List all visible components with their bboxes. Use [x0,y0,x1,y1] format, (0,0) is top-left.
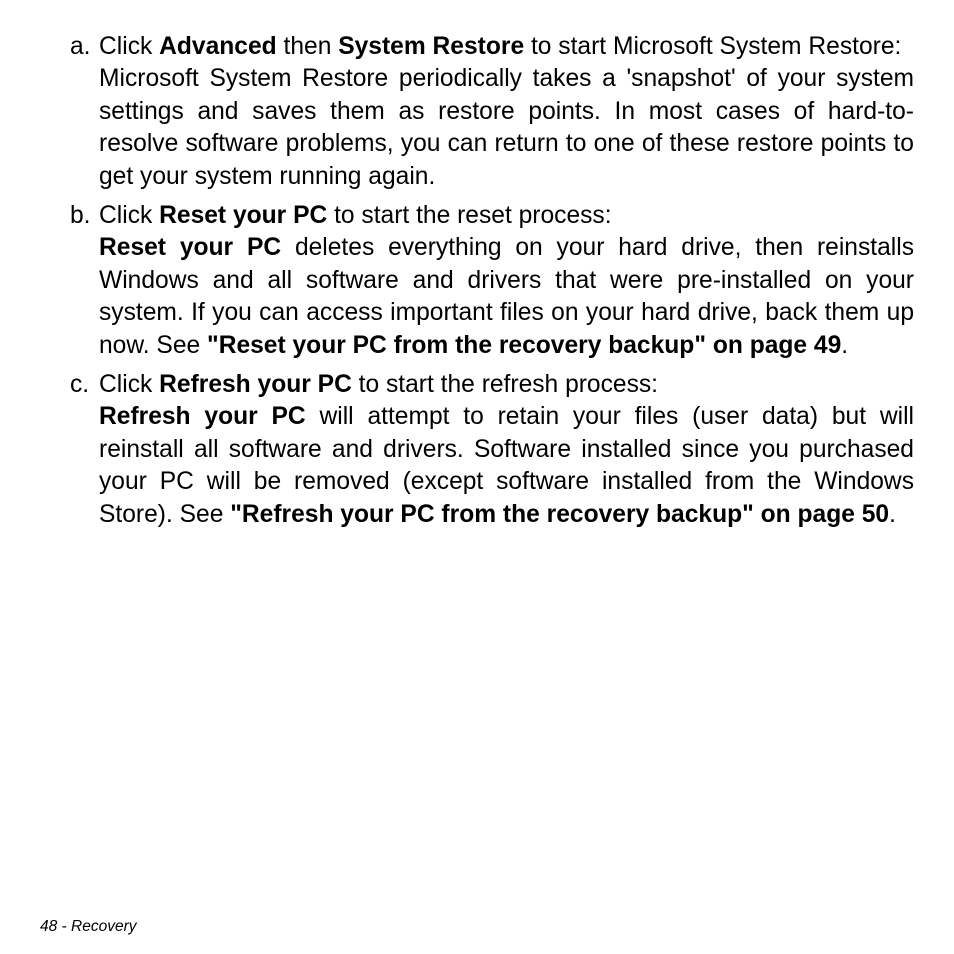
list-item-body [99,31,914,193]
step-description [99,401,914,531]
list-item-reset-your-pc [70,200,914,362]
refresh-your-pc-option: Refresh your PC [159,371,352,399]
refresh-your-pc-term: Refresh your PC [99,403,306,431]
list-item-refresh-your-pc [70,369,914,531]
description-text: deletes everything on your hard drive, then reinstalls Windows and all software and drivers that were pre-installed on your system. If you can access important files on your hard drive, back them up now. See [99,234,914,359]
intro-text: then [276,33,339,60]
reset-your-pc-option: Reset your PC [159,202,328,230]
list-marker: a. [70,33,91,60]
intro-text: Click [99,371,160,399]
system-restore-option: System Restore [338,33,525,60]
reset-your-pc-term: Reset your PC [99,234,282,262]
step-intro [99,200,914,232]
intro-text: to start the reset process: [327,202,612,230]
list-marker: b. [70,202,91,230]
intro-text: Click [99,33,160,60]
intro-text: to start Microsoft System Restore: [524,33,902,60]
step-description [99,232,914,362]
step-intro [99,369,914,401]
punctuation: . [841,331,849,359]
list-item-body [99,200,914,362]
page-footer: 48 - Recovery [40,918,137,935]
intro-text: Click [99,202,160,230]
punctuation: . [889,500,896,528]
step-intro [99,31,914,63]
description-text: will attempt to retain your files (user data) but will reinstall all software and drivers. Software installed since you purchased your PC will be removed (except software installed from the Windows Store). See [99,403,915,528]
step-description: Microsoft System Restore periodically takes a 'snapshot' of your system settings and saves them as restore points. In most cases of hard-to-resolve software problems, you can return to one of these restore points to get your system running again. [99,65,914,190]
list-item-advanced-system-restore [70,31,914,193]
cross-reference-reset: "Reset your PC from the recovery backup" on page 49 [207,331,842,359]
advanced-option: Advanced [159,33,277,60]
instruction-list [70,31,914,538]
intro-text: to start the refresh process: [351,371,659,399]
list-item-body [99,369,914,531]
cross-reference-refresh: "Refresh your PC from the recovery backup" on page 50 [230,500,890,528]
list-marker: c. [70,371,90,399]
